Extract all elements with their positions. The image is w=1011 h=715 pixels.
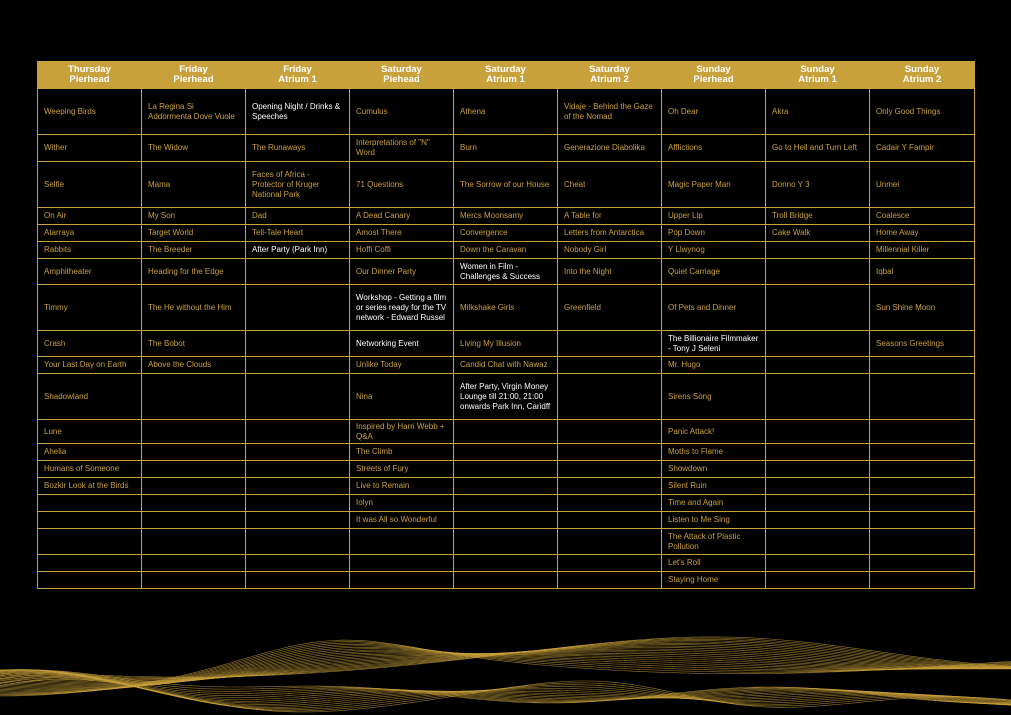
- wave-line: [0, 640, 1011, 696]
- table-cell: It was All so Wonderful: [350, 512, 454, 529]
- table-row: [38, 555, 975, 572]
- table-cell: Heading for the Edge: [142, 259, 246, 285]
- table-cell: [454, 478, 558, 495]
- table-cell: [454, 572, 558, 589]
- table-row: [38, 331, 975, 357]
- table-cell: [766, 461, 870, 478]
- table-cell: [558, 461, 662, 478]
- table-cell: The Bobot: [142, 331, 246, 357]
- table-cell: Go to Hell and Turn Left: [766, 135, 870, 162]
- table-cell: [246, 259, 350, 285]
- table-cell: Unlike Today: [350, 357, 454, 374]
- table-cell: [142, 495, 246, 512]
- table-cell: [142, 461, 246, 478]
- table-cell: [766, 259, 870, 285]
- column-header: [558, 62, 662, 89]
- table-cell: Letters from Antarctica: [558, 225, 662, 242]
- table-cell: [454, 529, 558, 555]
- table-cell: Women in Film - Challenges & Success: [454, 259, 558, 285]
- schedule-table: [37, 61, 975, 589]
- table-cell: [766, 420, 870, 444]
- table-cell: [558, 444, 662, 461]
- table-cell: Donno Y 3: [766, 162, 870, 208]
- column-day: Sunday: [696, 64, 731, 75]
- column-venue: Atrium 2: [902, 74, 942, 85]
- table-cell: Tell-Tale Heart: [246, 225, 350, 242]
- table-cell: Cadair Y Fampir: [870, 135, 975, 162]
- table-row: [38, 495, 975, 512]
- table-cell: [766, 478, 870, 495]
- table-cell: [870, 478, 975, 495]
- column-venue: Piehead: [383, 74, 420, 85]
- table-cell: Y Llwynog: [662, 242, 766, 259]
- column-venue: Atrium 2: [590, 74, 629, 85]
- table-cell: [766, 285, 870, 331]
- table-cell: Our Dinner Party: [350, 259, 454, 285]
- table-cell: Your Last Day on Earth: [38, 357, 142, 374]
- table-cell: Pop Down: [662, 225, 766, 242]
- table-cell: The Runaways: [246, 135, 350, 162]
- column-header: [870, 62, 975, 89]
- table-row: [38, 572, 975, 589]
- table-cell: Cheat: [558, 162, 662, 208]
- wave-line: [0, 670, 1011, 703]
- table-cell: Bozkir Look at the Birds: [38, 478, 142, 495]
- column-venue: Pierhead: [69, 74, 110, 85]
- table-cell: [142, 444, 246, 461]
- table-cell: [766, 529, 870, 555]
- table-cell: 71 Questions: [350, 162, 454, 208]
- table-cell: Living My Illusion: [454, 331, 558, 357]
- table-cell: Into the Night: [558, 259, 662, 285]
- table-cell: Mercs Moonsamy: [454, 208, 558, 225]
- table-cell: [246, 420, 350, 444]
- table-cell: [766, 444, 870, 461]
- table-cell: [870, 495, 975, 512]
- table-cell: Milkshake Girls: [454, 285, 558, 331]
- table-cell: Sirens Song: [662, 374, 766, 420]
- table-cell: [350, 529, 454, 555]
- table-cell: [454, 512, 558, 529]
- table-row: [38, 242, 975, 259]
- table-cell: A Dead Canary: [350, 208, 454, 225]
- table-cell: Crash: [38, 331, 142, 357]
- table-cell: [766, 572, 870, 589]
- table-cell: Coalesce: [870, 208, 975, 225]
- table-cell: Millennial Killer: [870, 242, 975, 259]
- table-cell: [766, 357, 870, 374]
- table-cell: Burn: [454, 135, 558, 162]
- table-cell: [870, 444, 975, 461]
- table-cell: Down the Caravan: [454, 242, 558, 259]
- table-cell: On Air: [38, 208, 142, 225]
- table-cell: [558, 374, 662, 420]
- table-row: [38, 529, 975, 555]
- table-cell: [142, 529, 246, 555]
- table-cell: Afflictions: [662, 135, 766, 162]
- table-cell: [246, 444, 350, 461]
- table-row: [38, 420, 975, 444]
- table-cell: After Party, Virgin Money Lounge till 21:00, 21:00 onwards Park Inn, Caridff: [454, 374, 558, 420]
- wave-line: [0, 670, 1011, 705]
- table-cell: [870, 374, 975, 420]
- column-venue: Pierhead: [693, 74, 734, 85]
- table-cell: [38, 572, 142, 589]
- table-cell: Faces of Africa - Protector of Kruger National Park: [246, 162, 350, 208]
- table-cell: [246, 572, 350, 589]
- table-cell: Nina: [350, 374, 454, 420]
- column-header: [766, 62, 870, 89]
- table-cell: Magic Paper Man: [662, 162, 766, 208]
- table-cell: [558, 478, 662, 495]
- table-cell: [558, 512, 662, 529]
- table-row: [38, 374, 975, 420]
- column-day: Saturday: [381, 64, 422, 75]
- table-row: [38, 461, 975, 478]
- table-cell: [246, 555, 350, 572]
- table-cell: [766, 512, 870, 529]
- wave-line: [0, 670, 1011, 705]
- table-cell: La Regina Si Addormenta Dove Vuole: [142, 89, 246, 135]
- table-cell: Vidaje - Behind the Gaze of the Nomad: [558, 89, 662, 135]
- table-cell: [766, 331, 870, 357]
- table-cell: [766, 242, 870, 259]
- table-cell: Mr. Hugo: [662, 357, 766, 374]
- table-row: [38, 162, 975, 208]
- table-cell: Selfie: [38, 162, 142, 208]
- table-cell: [246, 331, 350, 357]
- table-cell: [454, 444, 558, 461]
- table-cell: After Party (Park Inn): [246, 242, 350, 259]
- table-cell: Showdown: [662, 461, 766, 478]
- table-cell: [246, 285, 350, 331]
- column-venue: Atrium 1: [486, 74, 525, 85]
- column-header: [350, 62, 454, 89]
- table-cell: [454, 461, 558, 478]
- table-cell: The Widow: [142, 135, 246, 162]
- table-cell: [246, 374, 350, 420]
- table-cell: Only Good Things: [870, 89, 975, 135]
- table-row: [38, 444, 975, 461]
- table-cell: [558, 529, 662, 555]
- table-cell: Interpretations of "N" Word: [350, 135, 454, 162]
- table-row: [38, 89, 975, 135]
- table-cell: Amost There: [350, 225, 454, 242]
- table-cell: [246, 512, 350, 529]
- column-day: Thursday: [68, 64, 111, 75]
- column-day: Sunday: [800, 64, 835, 75]
- table-cell: The Sorrow of our House: [454, 162, 558, 208]
- table-cell: [766, 495, 870, 512]
- column-header: [38, 62, 142, 89]
- table-cell: Streets of Fury: [350, 461, 454, 478]
- table-cell: [350, 555, 454, 572]
- table-cell: [454, 495, 558, 512]
- table-cell: [246, 357, 350, 374]
- table-row: [38, 225, 975, 242]
- table-row: [38, 512, 975, 529]
- table-cell: Panic Attack!: [662, 420, 766, 444]
- table-cell: Unmei: [870, 162, 975, 208]
- table-cell: Weeping Birds: [38, 89, 142, 135]
- table-cell: [454, 555, 558, 572]
- table-cell: Cumulus: [350, 89, 454, 135]
- column-day: Friday: [283, 64, 312, 75]
- table-cell: [142, 512, 246, 529]
- table-cell: [142, 572, 246, 589]
- table-cell: Iqbal: [870, 259, 975, 285]
- table-cell: [870, 529, 975, 555]
- table-cell: Home Away: [870, 225, 975, 242]
- table-cell: Listen to Me Sing: [662, 512, 766, 529]
- table-cell: [454, 420, 558, 444]
- table-cell: Troll Bridge: [766, 208, 870, 225]
- table-cell: [350, 572, 454, 589]
- table-cell: [38, 495, 142, 512]
- table-cell: [142, 374, 246, 420]
- table-cell: [246, 478, 350, 495]
- table-cell: The Climb: [350, 444, 454, 461]
- table-cell: Mama: [142, 162, 246, 208]
- table-cell: [870, 555, 975, 572]
- table-cell: Seasons Greetings: [870, 331, 975, 357]
- table-cell: Ahelia: [38, 444, 142, 461]
- column-venue: Atrium 1: [278, 74, 317, 85]
- table-cell: Generazione Diabolika: [558, 135, 662, 162]
- table-cell: [558, 331, 662, 357]
- table-cell: Live to Remain: [350, 478, 454, 495]
- column-header: [142, 62, 246, 89]
- table-cell: Amphitheater: [38, 259, 142, 285]
- table-cell: Moths to Flame: [662, 444, 766, 461]
- table-cell: [38, 512, 142, 529]
- table-row: [38, 285, 975, 331]
- table-cell: [38, 529, 142, 555]
- column-header: [246, 62, 350, 89]
- table-cell: [558, 572, 662, 589]
- table-cell: [766, 555, 870, 572]
- table-cell: [246, 461, 350, 478]
- column-day: Friday: [179, 64, 208, 75]
- table-row: [38, 135, 975, 162]
- table-cell: Athena: [454, 89, 558, 135]
- table-cell: Cake Walk: [766, 225, 870, 242]
- table-cell: [870, 512, 975, 529]
- table-cell: Let's Roll: [662, 555, 766, 572]
- table-cell: Networking Event: [350, 331, 454, 357]
- table-cell: Dad: [246, 208, 350, 225]
- schedule-body: [38, 89, 975, 589]
- table-cell: Shadowland: [38, 374, 142, 420]
- header-row: [38, 62, 975, 89]
- table-cell: Rabbits: [38, 242, 142, 259]
- table-cell: [246, 495, 350, 512]
- table-cell: [246, 529, 350, 555]
- table-cell: Humans of Someone: [38, 461, 142, 478]
- table-cell: [870, 420, 975, 444]
- table-cell: [142, 478, 246, 495]
- table-cell: Oh Dear: [662, 89, 766, 135]
- table-cell: Staying Home: [662, 572, 766, 589]
- table-cell: Workshop - Getting a film or series ready for the TV network - Edward Russel: [350, 285, 454, 331]
- table-cell: Atarraya: [38, 225, 142, 242]
- table-cell: Wither: [38, 135, 142, 162]
- column-day: Saturday: [485, 64, 526, 75]
- table-row: [38, 357, 975, 374]
- column-venue: Pierhead: [173, 74, 214, 85]
- table-cell: The Billionaire Filmmaker - Tony J Seleni: [662, 331, 766, 357]
- column-day: Sunday: [904, 64, 940, 75]
- table-cell: The Breeder: [142, 242, 246, 259]
- table-cell: Nobody Girl: [558, 242, 662, 259]
- table-cell: [142, 555, 246, 572]
- table-cell: [142, 420, 246, 444]
- column-venue: Atrium 1: [798, 74, 837, 85]
- table-cell: [870, 572, 975, 589]
- table-row: [38, 208, 975, 225]
- table-cell: Target World: [142, 225, 246, 242]
- column-day: Saturday: [589, 64, 630, 75]
- table-cell: [558, 555, 662, 572]
- table-cell: The Attack of Plastic Pollution: [662, 529, 766, 555]
- table-row: [38, 259, 975, 285]
- table-cell: Greenfield: [558, 285, 662, 331]
- table-cell: Opening Night / Drinks & Speeches: [246, 89, 350, 135]
- table-cell: [38, 555, 142, 572]
- table-cell: Iolyn: [350, 495, 454, 512]
- table-cell: [766, 374, 870, 420]
- table-cell: Lune: [38, 420, 142, 444]
- table-cell: Candid Chat with Nawaz: [454, 357, 558, 374]
- table-cell: The He without the Him: [142, 285, 246, 331]
- table-cell: Convergence: [454, 225, 558, 242]
- table-cell: [558, 420, 662, 444]
- table-cell: Timmy: [38, 285, 142, 331]
- table-row: [38, 478, 975, 495]
- table-cell: [870, 357, 975, 374]
- table-cell: Quiet Carriage: [662, 259, 766, 285]
- table-cell: Hoffi Coffi: [350, 242, 454, 259]
- table-cell: Sun Shine Moon: [870, 285, 975, 331]
- table-cell: [558, 495, 662, 512]
- table-cell: Time and Again: [662, 495, 766, 512]
- table-cell: Above the Clouds: [142, 357, 246, 374]
- table-cell: Silent Ruin: [662, 478, 766, 495]
- table-cell: Inspired by Harri Webb + Q&A: [350, 420, 454, 444]
- column-header: [662, 62, 766, 89]
- table-cell: My Son: [142, 208, 246, 225]
- table-cell: [558, 357, 662, 374]
- gold-wave-decoration: [0, 600, 1011, 715]
- table-cell: A Table for: [558, 208, 662, 225]
- table-cell: [870, 461, 975, 478]
- table-cell: Of Pets and Dinner: [662, 285, 766, 331]
- table-cell: Akra: [766, 89, 870, 135]
- column-header: [454, 62, 558, 89]
- table-cell: Upper Lip: [662, 208, 766, 225]
